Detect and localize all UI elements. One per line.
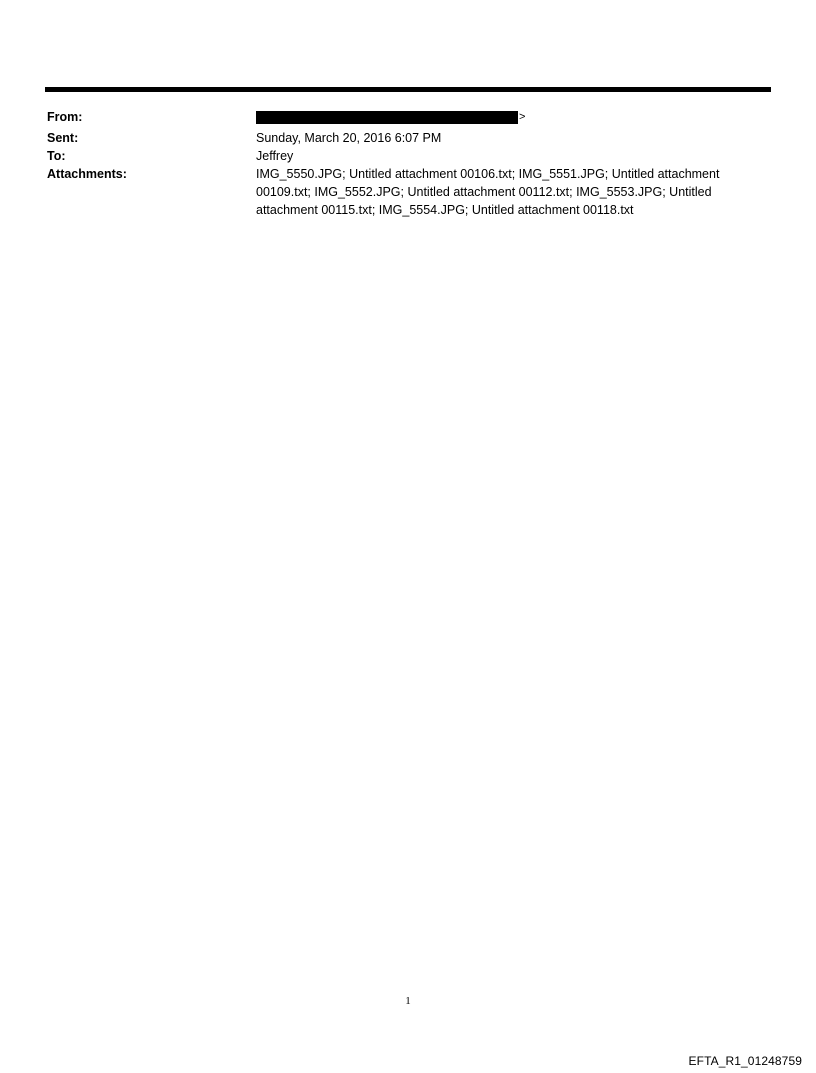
sent-row [47,129,767,147]
attachments-label: Attachments: [47,166,127,181]
attachments-row [47,165,767,219]
to-label: To: [47,148,66,163]
header-rule [45,87,771,92]
bates-number: EFTA_R1_01248759 [688,1054,802,1068]
from-row [47,108,767,129]
to-row [47,147,767,165]
redaction-bar [256,111,518,124]
email-header [47,108,767,219]
sent-value: Sunday, March 20, 2016 6:07 PM [256,130,442,145]
from-value [256,108,767,129]
page-number: 1 [405,995,411,1007]
to-value: Jeffrey [256,148,294,163]
from-label: From: [47,110,83,124]
sent-label: Sent: [47,130,79,145]
from-value-suffix: > [519,111,526,123]
from-redaction-wrap [256,108,525,126]
attachments-value: IMG_5550.JPG; Untitled attachment 00106.txt; IMG_5551.JPG; Untitled attachment 00109.txt; IMG_5552.JPG; Untitled attachment 00112.txt; IMG_5553.JPG; Untitled attachment 00115.txt; IMG_5554.JPG; Untitled attachment 00118.txt [256,166,720,217]
